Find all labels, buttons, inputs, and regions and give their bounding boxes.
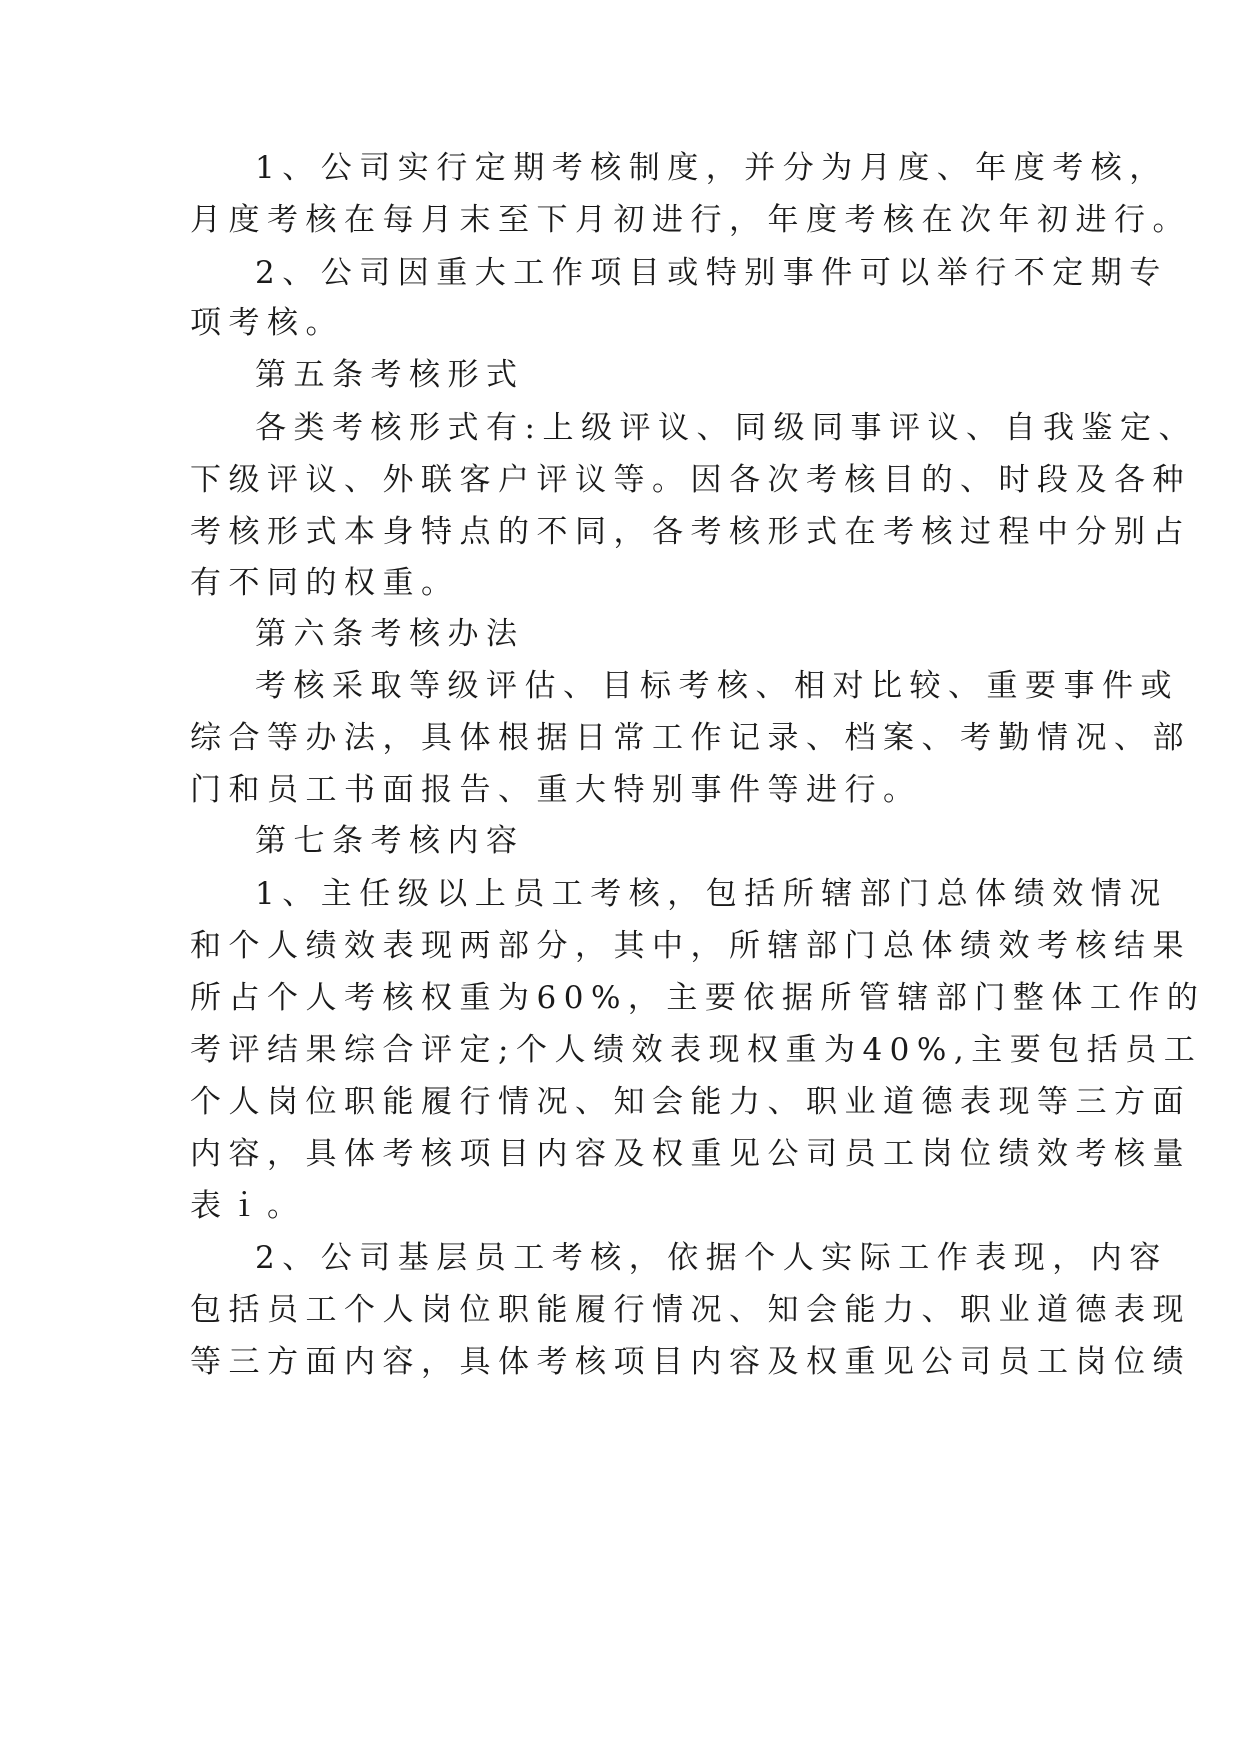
- paragraph-line: 各类考核形式有:上级评议、同级同事评议、自我鉴定、: [255, 410, 1197, 446]
- paragraph-line: 2、公司基层员工考核，依据个人实际工作表现，内容: [255, 1240, 1168, 1276]
- paragraph-line: 综合等办法，具体根据日常工作记录、档案、考勤情况、部: [190, 720, 1191, 756]
- paragraph-line: 包括员工个人岗位职能履行情况、知会能力、职业道德表现: [190, 1292, 1191, 1328]
- paragraph-line: 考核形式本身特点的不同，各考核形式在考核过程中分别占: [190, 514, 1191, 550]
- paragraph-line: 月度考核在每月末至下月初进行，年度考核在次年初进行。: [190, 202, 1191, 238]
- paragraph-line: 考评结果综合评定;个人绩效表现权重为40%,主要包括员工: [190, 1032, 1203, 1068]
- paragraph-line: 表ｉ。: [190, 1188, 306, 1224]
- paragraph-line: 1、公司实行定期考核制度，并分为月度、年度考核，: [255, 150, 1168, 186]
- paragraph-line: 所占个人考核权重为60%，主要依据所管辖部门整体工作的: [190, 980, 1206, 1016]
- section-heading: 第六条考核办法: [255, 616, 525, 652]
- paragraph-line: 项考核。: [190, 305, 344, 341]
- paragraph-line: 考核采取等级评估、目标考核、相对比较、重要事件或: [255, 668, 1179, 704]
- section-heading: 第五条考核形式: [255, 357, 525, 393]
- paragraph-line: 有不同的权重。: [190, 565, 460, 601]
- paragraph-line: 下级评议、外联客户评议等。因各次考核目的、时段及各种: [190, 462, 1191, 498]
- section-heading: 第七条考核内容: [255, 823, 525, 859]
- paragraph-line: 2、公司因重大工作项目或特别事件可以举行不定期专: [255, 255, 1168, 291]
- paragraph-line: 等三方面内容，具体考核项目内容及权重见公司员工岗位绩: [190, 1344, 1191, 1380]
- paragraph-line: 1、主任级以上员工考核，包括所辖部门总体绩效情况: [255, 876, 1168, 912]
- paragraph-line: 和个人绩效表现两部分，其中，所辖部门总体绩效考核结果: [190, 928, 1191, 964]
- paragraph-line: 门和员工书面报告、重大特别事件等进行。: [190, 772, 922, 808]
- paragraph-line: 内容，具体考核项目内容及权重见公司员工岗位绩效考核量: [190, 1136, 1191, 1172]
- paragraph-line: 个人岗位职能履行情况、知会能力、职业道德表现等三方面: [190, 1084, 1191, 1120]
